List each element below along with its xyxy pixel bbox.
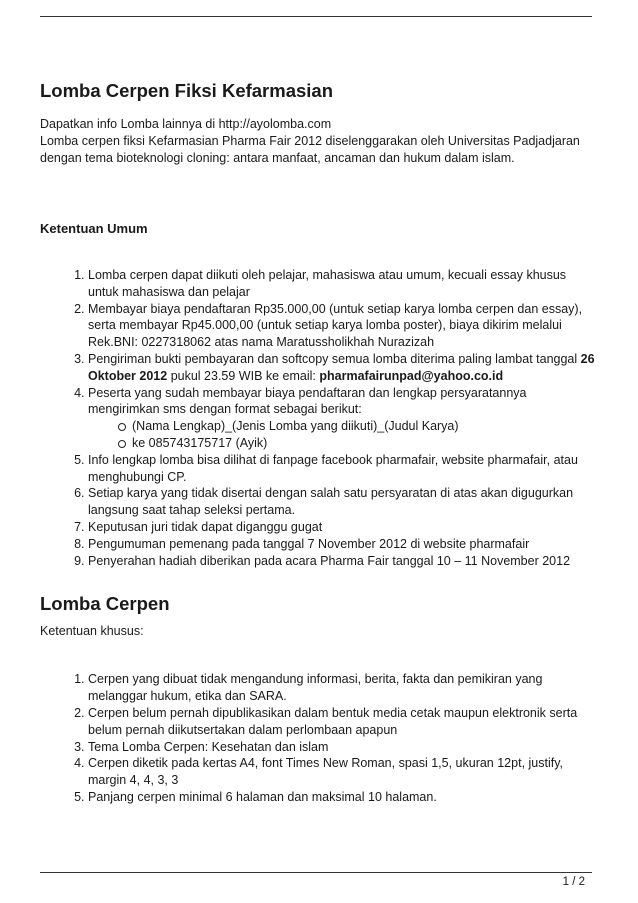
list-item: 9. Penyerahan hadiah diberikan pada acara Pharma Fair tanggal 10 – 11 November 2012 (88, 553, 595, 570)
intro-link-line: Dapatkan info Lomba lainnya di http://ayolomba.com (40, 117, 332, 131)
list-item: 2. Cerpen belum pernah dipublikasikan dalam bentuk media cetak maupun elektronik serta belum pernah diikutsertakan dalam perlombaan apapun (88, 705, 595, 739)
ketentuan-khusus-list (40, 671, 595, 805)
header-rule (40, 16, 592, 17)
intro-description: Lomba cerpen fiksi Kefarmasian Pharma Fair 2012 diselenggarakan oleh Universitas Padjadjaran dengan tema bioteknologi cloning: antara manfaat, ancaman dan hukum dalam islam. (40, 134, 580, 165)
document-title: Lomba Cerpen Fiksi Kefarmasian (40, 80, 334, 101)
sms-instruction: Peserta yang sudah membayar biaya pendaftaran dan lengkap persyaratannya mengirimkan sms dengan format sebagai berikut: (88, 385, 527, 417)
intro-paragraph (40, 116, 595, 167)
deadline-text-2: pukul 23.59 WIB ke email: (167, 368, 320, 383)
lomba-cerpen-heading: Lomba Cerpen (40, 593, 170, 615)
list-item: 5. Panjang cerpen minimal 6 halaman dan maksimal 10 halaman. (88, 789, 595, 806)
list-item: 6. Setiap karya yang tidak disertai dengan salah satu persyaratan di atas akan digugurkan langsung saat tahap seleksi pertama. (88, 485, 595, 519)
list-item: 4. Cerpen diketik pada kertas A4, font Times New Roman, spasi 1,5, ukuran 12pt, justify, margin 4, 4, 3, 3 (88, 755, 595, 789)
list-item: 5. Info lengkap lomba bisa dilihat di fanpage facebook pharmafair, website pharmafair, atau menghubungi CP. (88, 452, 595, 486)
sms-number-item: ke 085743175717 (Ayik) (118, 435, 595, 452)
ketentuan-umum-heading: Ketentuan Umum (40, 221, 148, 236)
ketentuan-umum-list (40, 267, 595, 569)
list-item: 8. Pengumuman pemenang pada tanggal 7 November 2012 di website pharmafair (88, 536, 595, 553)
list-item: 7. Keputusan juri tidak dapat diganggu gugat (88, 519, 595, 536)
sms-format-item: (Nama Lengkap)_(Jenis Lomba yang diikuti)_(Judul Karya) (118, 418, 595, 435)
sms-format-list (88, 418, 595, 452)
list-item (88, 351, 595, 385)
deadline-date: 26 Oktober 2012 (88, 351, 595, 383)
footer-rule (40, 872, 592, 873)
list-item: 2. Membayar biaya pendaftaran Rp35.000,00 (untuk setiap karya lomba cerpen dan essay), serta membayar Rp45.000,00 (untuk setiap karya lomba poster), biaya dikirim melalui Rek.BNI: 0227318062 atas nama Maratussholikhah Nurazizah (88, 301, 595, 351)
list-item: 3. Tema Lomba Cerpen: Kesehatan dan islam (88, 739, 595, 756)
contact-email: pharmafairunpad@yahoo.co.id (319, 368, 504, 383)
list-item (88, 385, 595, 452)
page-number: 1 / 2 (562, 876, 585, 888)
list-item: 1. Cerpen yang dibuat tidak mengandung informasi, berita, fakta dan pemikiran yang melanggar hukum, etika dan SARA. (88, 671, 595, 705)
list-item: 1. Lomba cerpen dapat diikuti oleh pelajar, mahasiswa atau umum, kecuali essay khusus untuk mahasiswa dan pelajar (88, 267, 595, 301)
document-body (40, 80, 595, 806)
ketentuan-khusus-label: Ketentuan khusus: (40, 624, 144, 639)
deadline-text: Pengiriman bukti pembayaran dan softcopy semua lomba diterima paling lambat tanggal (88, 351, 581, 366)
